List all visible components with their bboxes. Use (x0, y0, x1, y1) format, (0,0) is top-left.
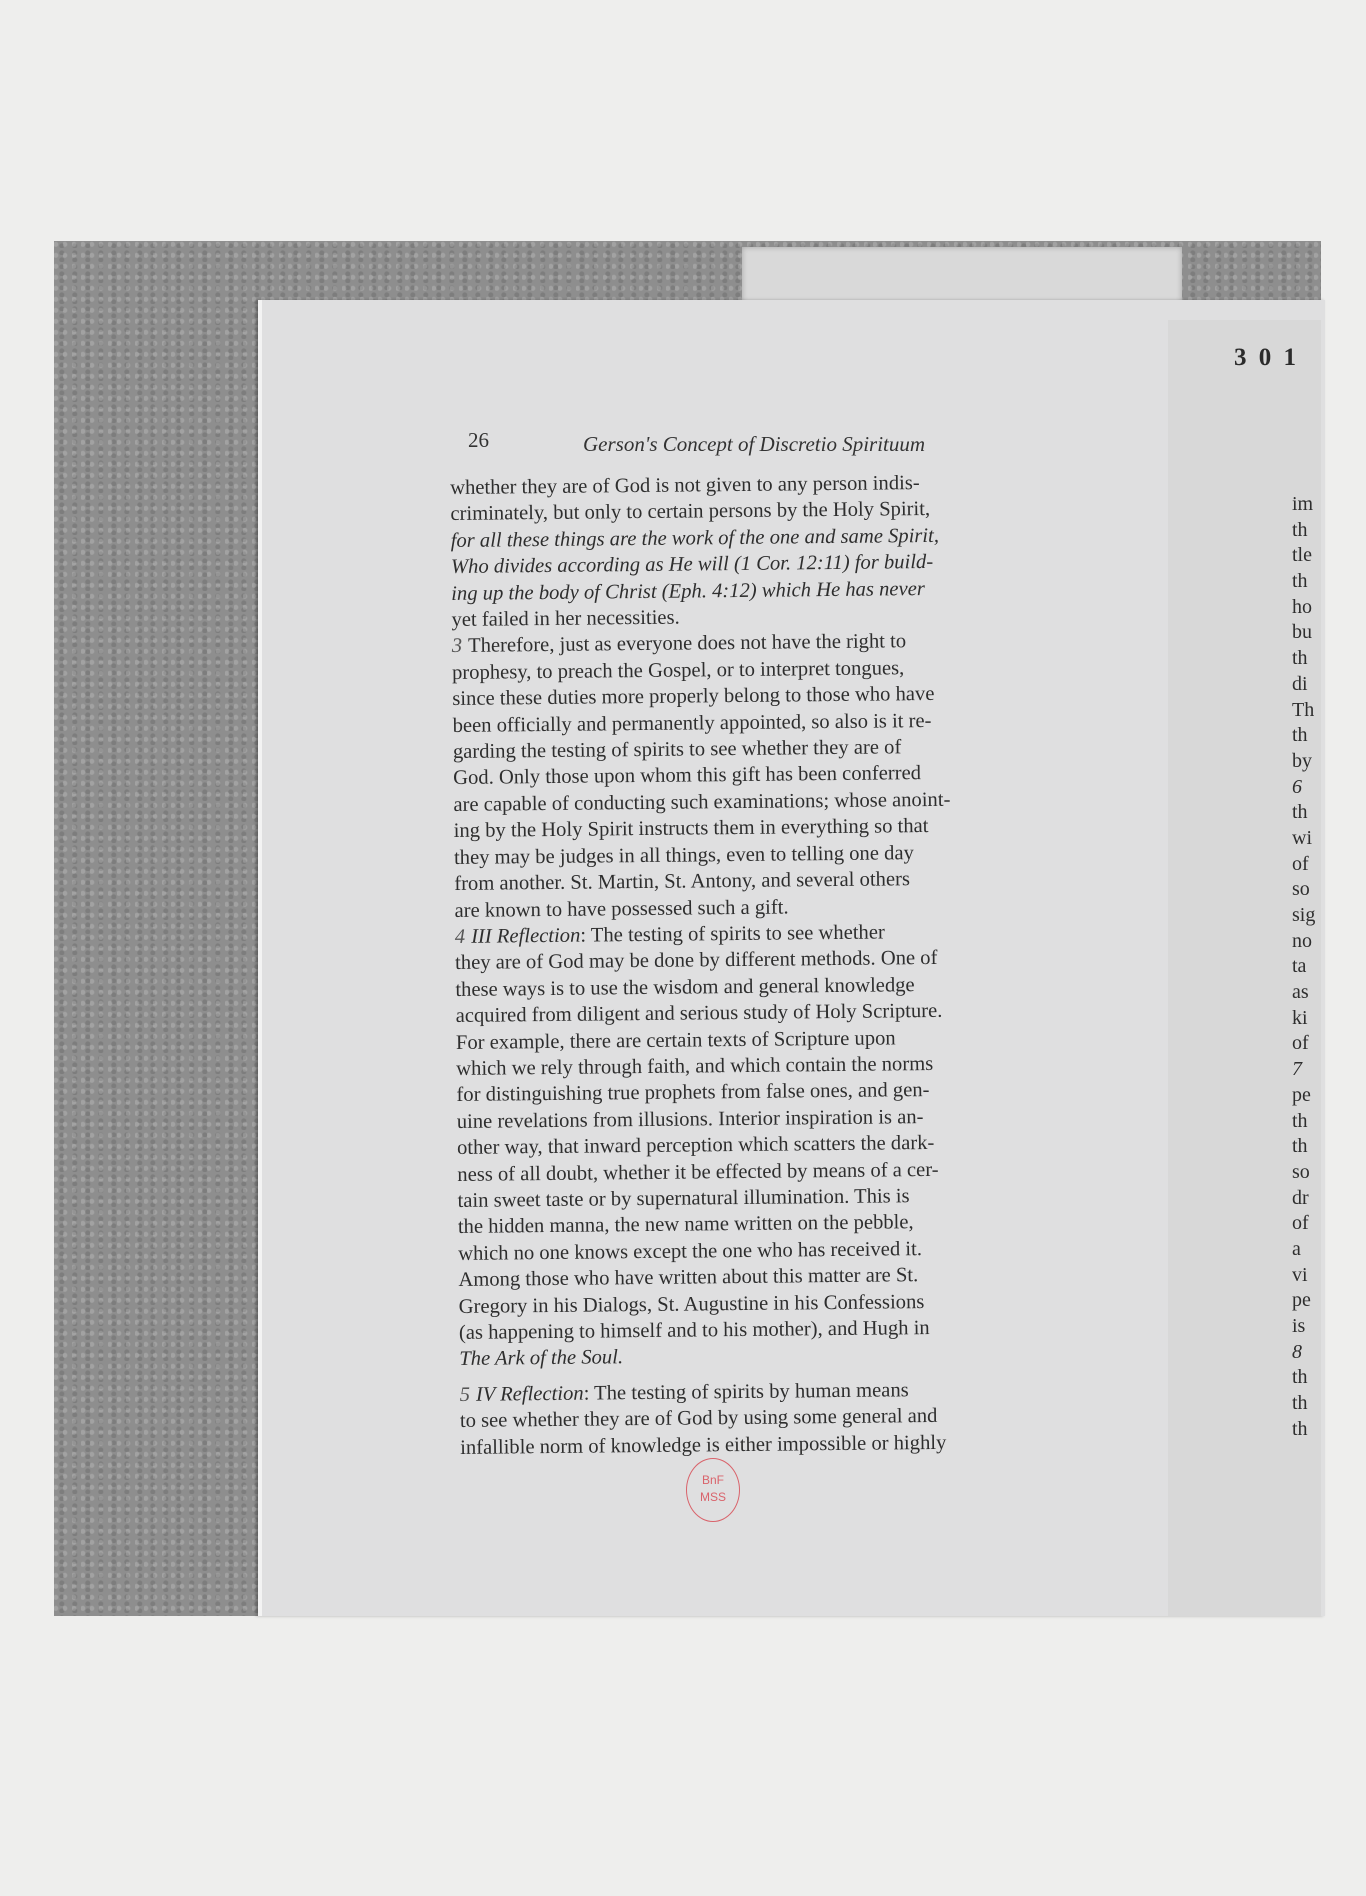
text-line: uine revelations from illusions. Interior inspiration is an- (456, 1105, 924, 1133)
text-line: For example, there are certain texts of Scripture upon (455, 1026, 896, 1054)
text-line: from another. St. Martin, St. Antony, and several others (454, 868, 911, 896)
margin-fragment: vi (1292, 1263, 1308, 1286)
margin-fragment: th (1292, 647, 1308, 670)
paper-strip (742, 247, 1182, 307)
text-line: are capable of conducting such examinations; whose anoint- (453, 788, 951, 816)
text-line: other way, that inward perception which scatters the dark- (456, 1132, 935, 1160)
margin-fragment: dr (1292, 1186, 1309, 1209)
margin-fragment: of (1292, 1032, 1309, 1055)
margin-fragment: th (1292, 801, 1308, 824)
text-line: to see whether they are of God by using some general and (459, 1405, 938, 1433)
text-line: they are of God may be done by different methods. One of (454, 947, 938, 975)
text-line: Gregory in his Dialogs, St. Augustine in his Confessions (458, 1290, 925, 1318)
margin-fragment: th (1292, 570, 1308, 593)
text-line: (as happening to himself and to his mother), and Hugh in (458, 1317, 930, 1344)
text-line-content: : The testing of spirits to see whether (580, 921, 885, 947)
paragraph-4 (455, 917, 1085, 1372)
text-line: these ways is to use the wisdom and general knowledge (455, 973, 915, 1001)
stamp-line: MSS (699, 1490, 726, 1504)
text-line-content: : The testing of spirits by human means (583, 1379, 909, 1405)
text-line: Who divides according as He will (1 Cor. 12:11) for build- (450, 551, 934, 579)
margin-fragment: is (1292, 1315, 1306, 1337)
margin-fragment: 8 (1292, 1340, 1302, 1363)
margin-fragment: ta (1292, 955, 1307, 978)
text-line: The Ark of the Soul. (459, 1346, 624, 1371)
margin-fragment: th (1292, 1417, 1308, 1440)
margin-fragment: ho (1292, 595, 1312, 618)
margin-fragment: 7 (1292, 1058, 1302, 1081)
margin-fragment: bu (1292, 621, 1312, 644)
text-line: Among those who have written about this matter are St. (458, 1264, 919, 1292)
paragraph-number: 4 (454, 925, 466, 948)
margin-fragment: th (1292, 1109, 1308, 1132)
running-title: Gerson's Concept of Discretio Spirituum (583, 432, 926, 456)
text-line: ing up the body of Christ (Eph. 4:12) which He has never (451, 577, 925, 605)
margin-fragment: of (1292, 1212, 1309, 1235)
margin-fragment: of (1292, 852, 1309, 875)
text-line: which we rely through faith, and which contain the norms (456, 1052, 934, 1080)
text-line: for all these things are the work of the one and same Spirit, (450, 524, 940, 552)
margin-fragment: as (1292, 981, 1309, 1004)
folio-number: 3 0 1 (1234, 344, 1299, 371)
body-text (450, 468, 1085, 1461)
paragraph-number: 5 (459, 1383, 471, 1406)
margin-fragment: sig (1292, 904, 1316, 926)
text-line: they may be judges in all things, even to telling one day (453, 841, 914, 869)
text-line: been officially and permanently appointed, so also is it re- (452, 709, 932, 737)
paragraph-3 (452, 627, 1080, 924)
text-line: ing by the Holy Spirit instructs them in everything so that (453, 815, 929, 843)
paragraph-number: 3 (451, 635, 463, 658)
text-line: are known to have possessed such a gift. (454, 895, 789, 922)
text-line: the hidden manna, the new name written on the pebble, (457, 1211, 914, 1239)
reflection-heading: III Reflection (471, 924, 581, 948)
page-number: 26 (468, 428, 489, 452)
text-line: acquired from diligent and serious study of Holy Scripture. (455, 999, 943, 1028)
paragraph-1 (450, 468, 1077, 633)
margin-fragment: im (1292, 493, 1314, 515)
text-line: yet failed in her necessities. (451, 606, 680, 632)
margin-fragment: 6 (1292, 775, 1302, 798)
margin-fragment: di (1292, 672, 1308, 695)
margin-fragment: ki (1292, 1006, 1308, 1029)
text-line: garding the testing of spirits to see whether they are of (452, 736, 902, 764)
reflection-heading: IV Reflection (475, 1382, 584, 1406)
text-line: whether they are of God is not given to any person indis- (450, 472, 920, 499)
text-line: which no one knows except the one who has received it. (458, 1237, 923, 1265)
paragraph-5 (459, 1375, 1085, 1461)
margin-fragment: Th (1292, 698, 1315, 721)
margin-fragment: pe (1292, 1289, 1311, 1312)
margin-fragment: th (1292, 518, 1308, 541)
text-line: criminately, but only to certain persons by the Holy Spirit, (450, 498, 931, 526)
margin-fragment: th (1292, 724, 1308, 747)
stamp-line: BnF (701, 1473, 724, 1487)
margin-fragment: so (1292, 1160, 1310, 1183)
margin-fragment: th (1292, 1366, 1308, 1389)
adjacent-page-text (1292, 492, 1332, 1442)
margin-fragment: tle (1292, 544, 1312, 567)
margin-fragment: th (1292, 1392, 1308, 1415)
margin-fragment: wi (1292, 826, 1312, 849)
text-line: tain sweet taste or by supernatural illumination. This is (457, 1185, 910, 1212)
text-line: prophesy, to preach the Gospel, or to interpret tongues, (451, 657, 905, 684)
running-header (468, 428, 1088, 462)
text-line: God. Only those upon whom this gift has been conferred (453, 762, 922, 790)
margin-fragment: by (1292, 749, 1312, 772)
text-line: for distinguishing true prophets from false ones, and gen- (456, 1079, 930, 1107)
margin-fragment: no (1292, 929, 1312, 952)
library-stamp (686, 1458, 740, 1522)
text-line: infallible norm of knowledge is either impossible or highly (460, 1431, 947, 1459)
margin-fragment: pe (1292, 1083, 1311, 1106)
text-line: ness of all doubt, whether it be effected by means of a cer- (457, 1158, 939, 1186)
margin-fragment: th (1292, 1135, 1308, 1158)
margin-fragment: a (1292, 1237, 1301, 1260)
text-line-content: Therefore, just as everyone does not have the right to (467, 630, 907, 658)
margin-fragment: so (1292, 878, 1310, 901)
text-line: since these duties more properly belong to those who have (452, 683, 935, 711)
